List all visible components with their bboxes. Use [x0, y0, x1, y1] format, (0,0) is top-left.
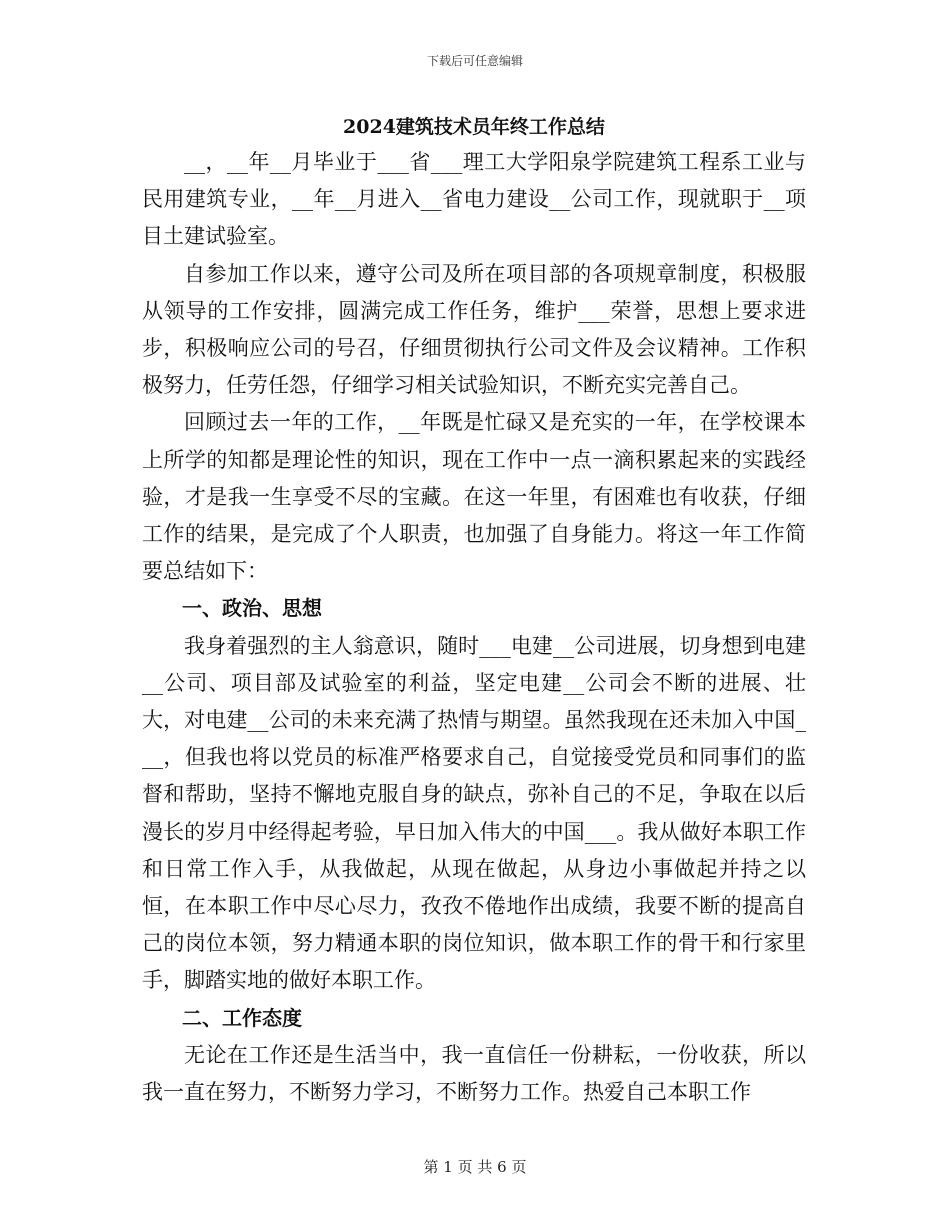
document-body	[142, 110, 806, 1111]
paragraph-review: 回顾过去一年的工作，__年既是忙碌又是充实的一年，在学校课本上所学的知都是理论性的知识，现在工作中一点一滴积累起来的实践经验，才是我一生享受不尽的宝藏。在这一年里，有困难也有收获，仔细工作的结果，是完成了个人职责，也加强了自身能力。将这一年工作简要总结如下：	[142, 410, 806, 584]
paragraph-intro: __，__年__月毕业于___省___理工大学阳泉学院建筑工程系工业与民用建筑专业，__年__月进入__省电力建设__公司工作，现就职于__项目土建试验室。	[142, 150, 806, 249]
paragraph-work-conduct: 自参加工作以来，遵守公司及所在项目部的各项规章制度，积极服从领导的工作安排，圆满完成工作任务，维护___荣誉，思想上要求进步，积极响应公司的号召，仔细贯彻执行公司文件及会议精神。工作积极努力，任劳任怨，仔细学习相关试验知识，不断充实完善自己。	[142, 261, 806, 398]
section-heading-politics: 一、政治、思想	[182, 596, 322, 621]
paragraph-politics: 我身着强烈的主人翁意识，随时___电建__公司进展，切身想到电建__公司、项目部及试验室的利益，坚定电建__公司会不断的进展、壮大，对电建__公司的未来充满了热情与期望。虽然我现在还未加入中国___，但我也将以党员的标准严格要求自己，自觉接受党员和同事们的监督和帮助，坚持不懈地克服自身的缺点，弥补自己的不足，争取在以后漫长的岁月中经得起考验，早日加入伟大的中国___。我从做好本职工作和日常工作入手，从我做起，从现在做起，从身边小事做起并持之以恒，在本职工作中尽心尽力，孜孜不倦地作出成绩，我要不断的提高自己的岗位本领，努力精通本职的岗位知识，做本职工作的骨干和行家里手，脚踏实地的做好本职工作。	[142, 633, 806, 993]
page-header-note: 下载后可任意编辑	[426, 54, 523, 68]
page-number: 第 1 页 共 6 页	[423, 1158, 527, 1176]
paragraph-attitude: 无论在工作还是生活当中，我一直信任一份耕耘，一份收获，所以我一直在努力，不断努力学习，不断努力工作。热爱自己本职工作	[142, 1042, 806, 1105]
document-title: 2024建筑技术员年终工作总结	[343, 116, 605, 138]
section-heading-attitude: 二、工作态度	[182, 1005, 302, 1030]
